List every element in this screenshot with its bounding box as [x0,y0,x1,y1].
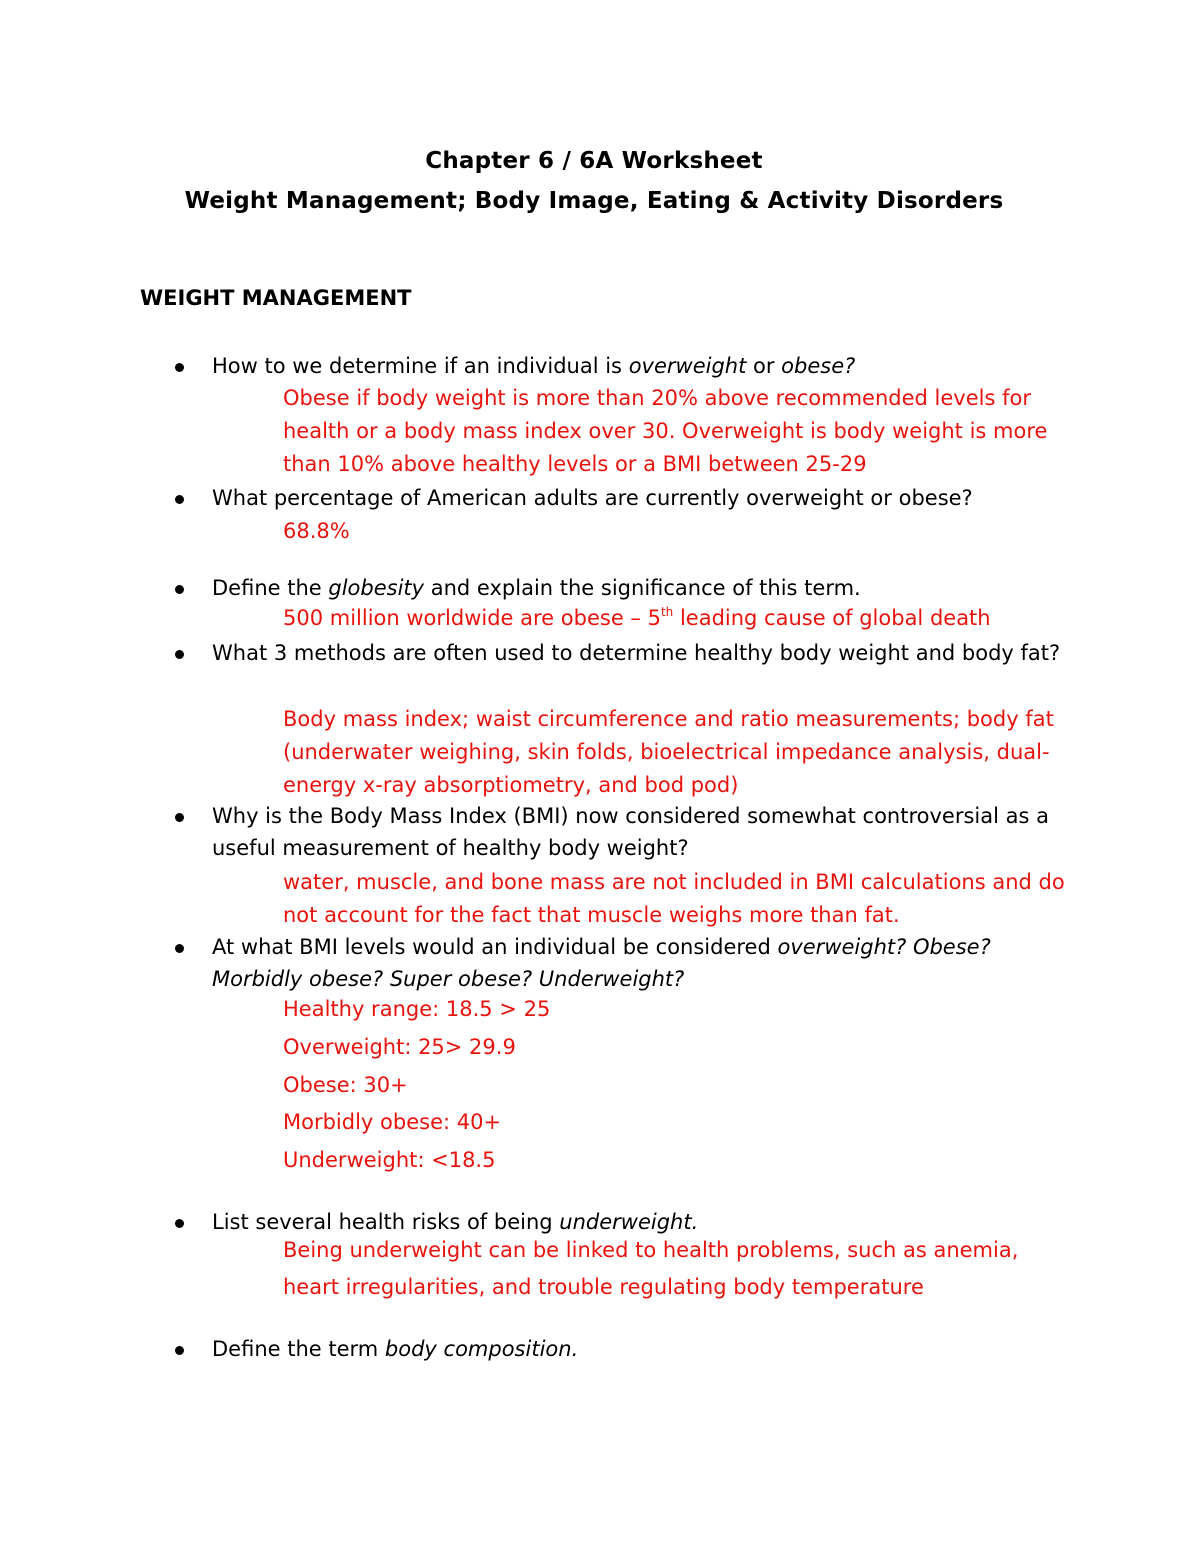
question-1 [212,350,1072,382]
question-7 [212,1206,1072,1238]
question-6-text: At what BMI levels would an individual be considered [212,935,778,959]
question-2: What percentage of American adults are currently overweight or obese? [212,486,973,510]
answer-7-line-2: heart irregularities, and trouble regulating body temperature [283,1275,924,1299]
bullet-icon [175,495,184,504]
question-3-text-end: and explain the significance of this term. [424,576,861,600]
question-4: What 3 methods are often used to determine healthy body weight and body fat? [212,641,1061,665]
question-3-emphasis: globesity [328,576,425,600]
bullet-icon [175,1219,184,1228]
question-1-text: How to we determine if an individual is [212,354,629,378]
question-8-emphasis: body composition. [384,1337,579,1361]
section-heading: WEIGHT MANAGEMENT [140,286,412,310]
answer-6-line-2: Overweight: 25> 29.9 [283,1035,516,1059]
bullet-icon [175,650,184,659]
question-1-emphasis: overweight [628,354,747,378]
bullet-icon [175,363,184,372]
answer-2: 68.8% [283,519,350,543]
question-1-emphasis-2: obese? [781,354,856,378]
bullet-icon [175,944,184,953]
answer-6-line-1: Healthy range: 18.5 > 25 [283,997,551,1021]
question-8 [212,1333,1072,1365]
answer-3-text: 500 million worldwide are obese – 5 [283,606,661,630]
question-3-text: Define the [212,576,329,600]
bullet-icon [175,585,184,594]
answer-3 [283,605,991,630]
worksheet-subtitle: Weight Management; Body Image, Eating & Activity Disorders [184,188,1004,214]
question-3 [212,572,1072,604]
answer-1: Obese if body weight is more than 20% above recommended levels for health or a body mass index over 30. Overweight is body weight is more than 10% above healthy levels or a BMI between 25-29 [283,386,1048,476]
answer-6-line-3: Obese: 30+ [283,1073,408,1097]
answer-6-line-4: Morbidly obese: 40+ [283,1110,502,1134]
bullet-icon [175,1346,184,1355]
answer-6-line-5: Underweight: <18.5 [283,1148,496,1172]
question-5: Why is the Body Mass Index (BMI) now considered somewhat controversial as a useful measurement of healthy body weight? [212,804,1049,860]
question-7-text: List several health risks of being [212,1210,560,1234]
answer-7-line-1: Being underweight can be linked to health problems, such as anemia, [283,1238,1019,1262]
worksheet-title: Chapter 6 / 6A Worksheet [425,148,763,174]
answer-3-text-end: leading cause of global death [673,606,991,630]
question-7-emphasis: underweight. [559,1210,699,1234]
bullet-icon [175,813,184,822]
question-6 [212,931,1072,995]
answer-3-superscript: th [660,605,674,619]
question-8-text: Define the term [212,1337,385,1361]
question-6-emphasis: overweight? Obese? Morbidly obese? Super obese? Underweight? [212,935,991,991]
question-1-text-mid: or [746,354,782,378]
answer-5: water, muscle, and bone mass are not included in BMI calculations and do not account for the fact that muscle weighs more than fat. [283,870,1065,927]
answer-4: Body mass index; waist circumference and ratio measurements; body fat (underwater weighing, skin folds, bioelectrical impedance analysis, dual-energy x-ray absorptiometry, and bod pod) [283,707,1054,797]
